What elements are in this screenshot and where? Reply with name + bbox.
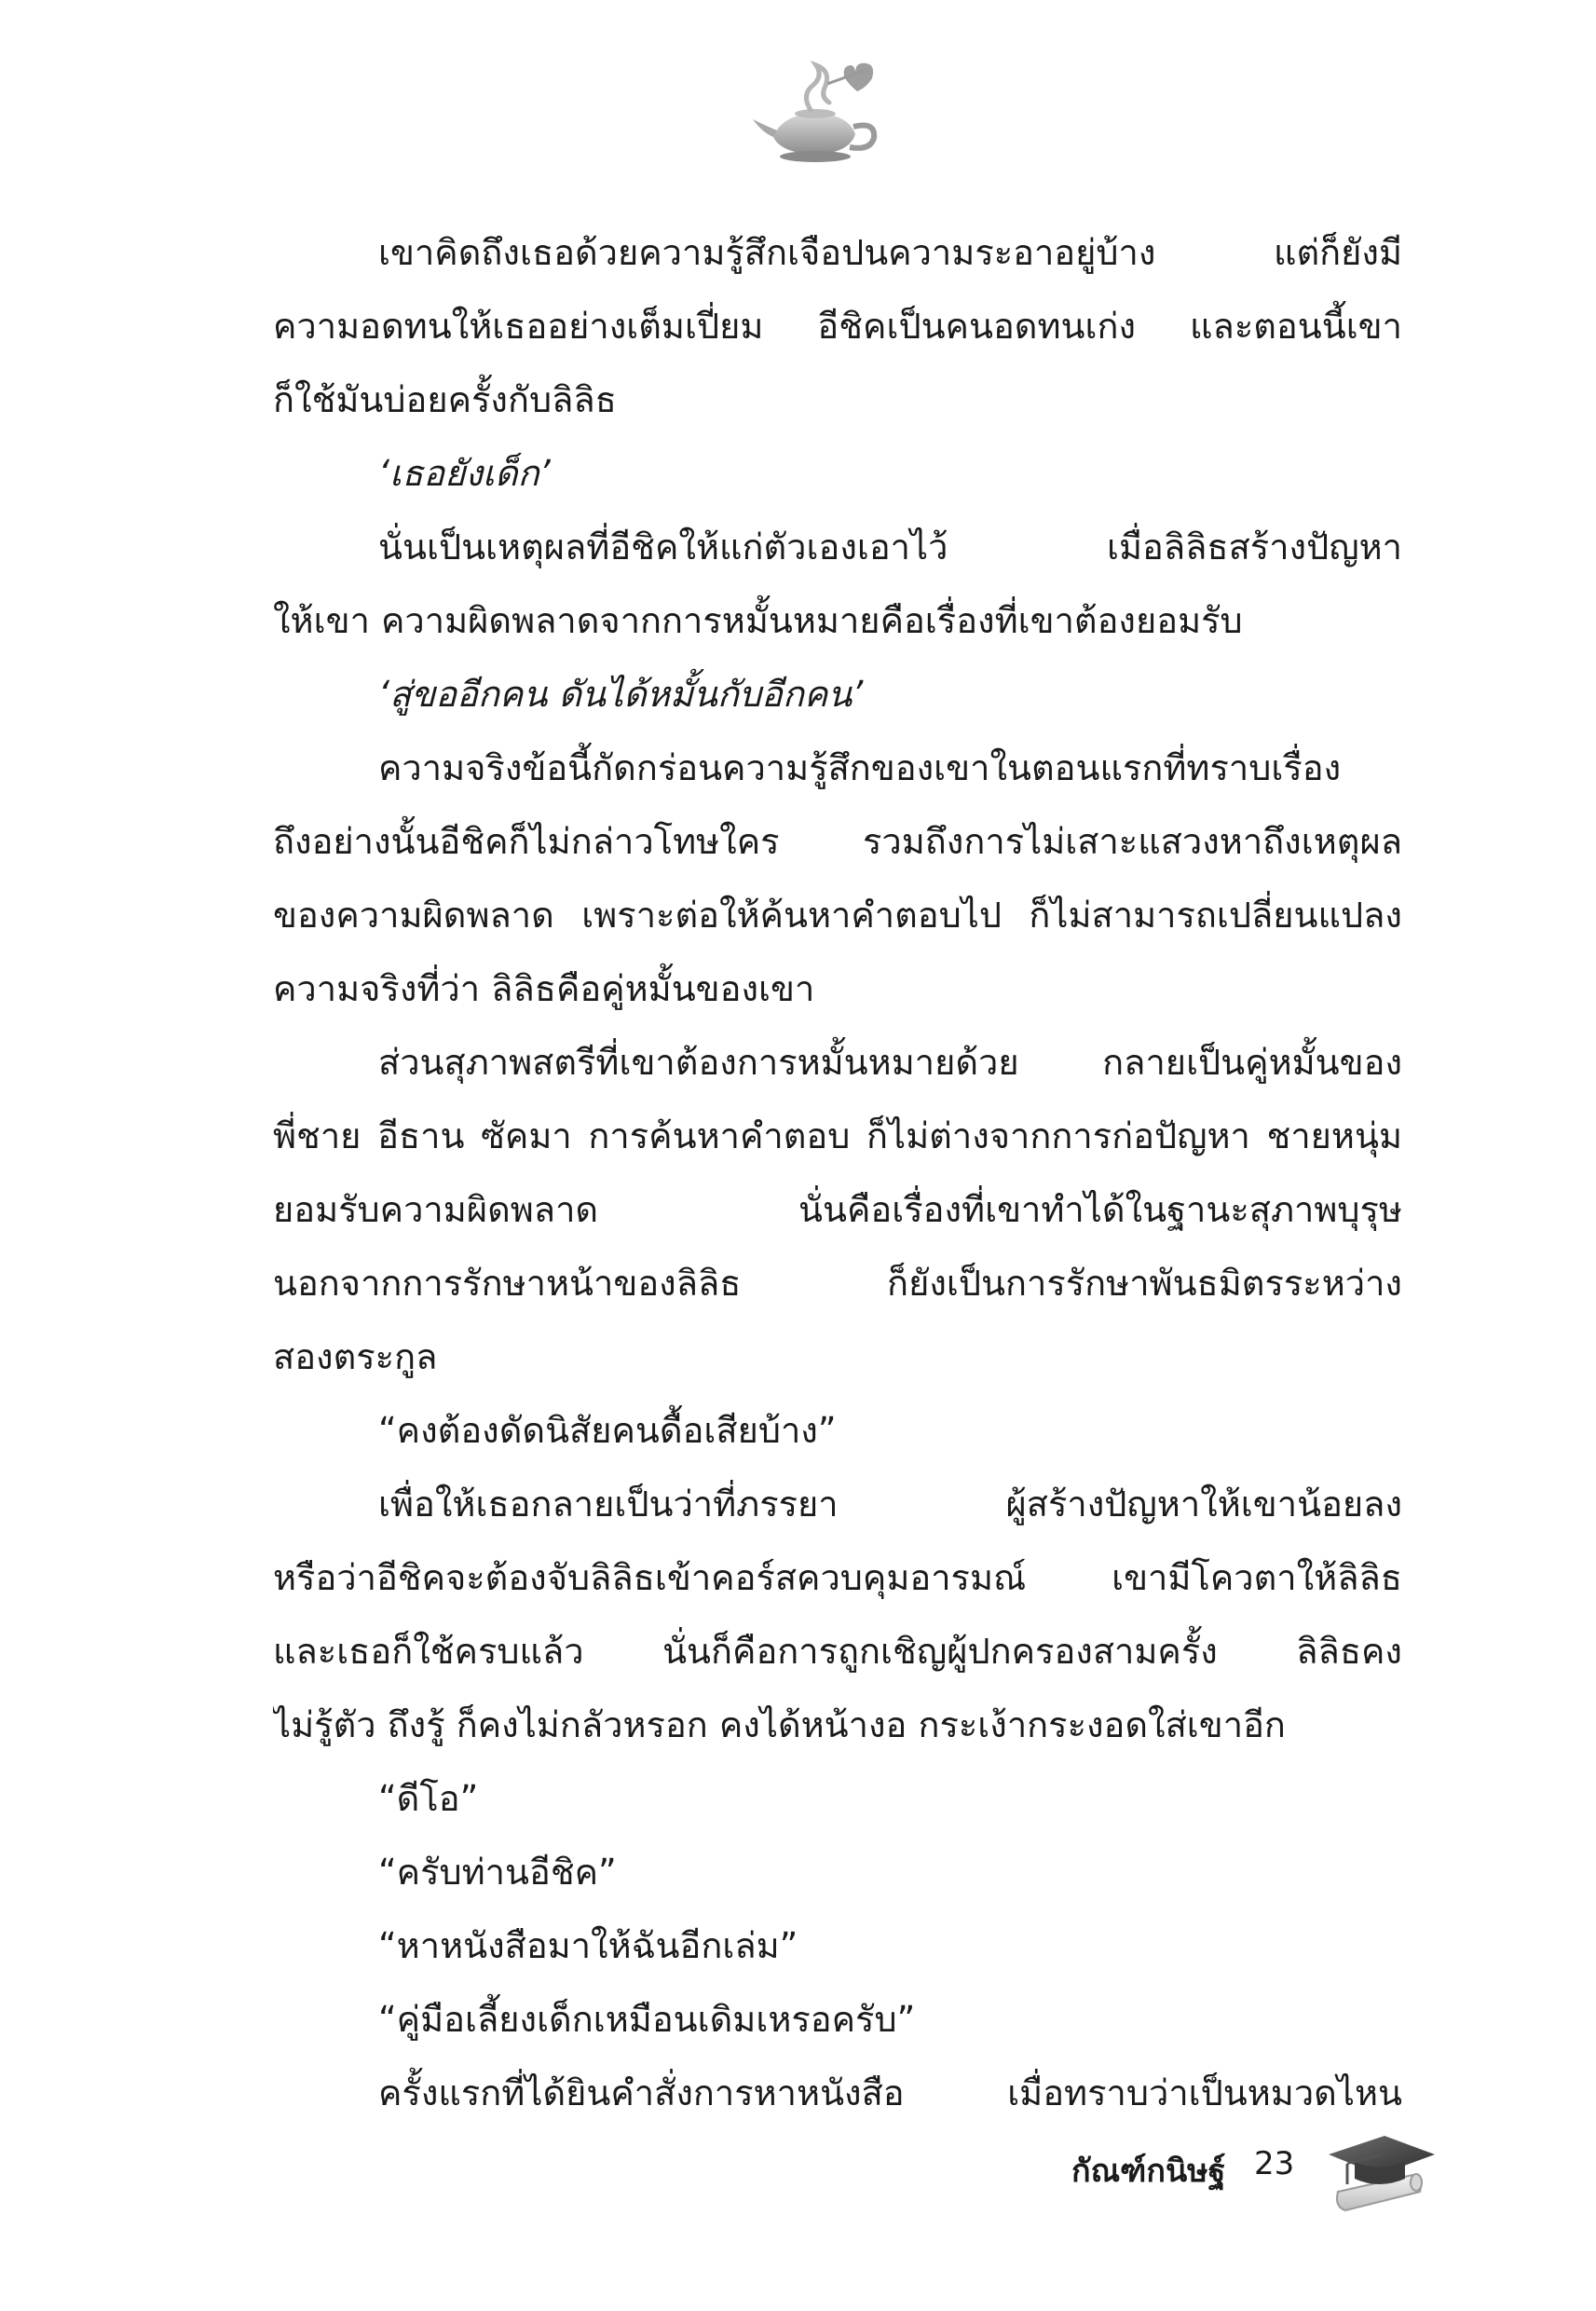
text-line: ไม่รู้ตัว ถึงรู้ ก็คงไม่กลัวหรอก คงได้หน้างอ กระเง้ากระงอดใส่เขาอีก [273,1704,1286,1745]
page-footer [1071,2134,1463,2208]
text-line: และเธอก็ใช้ครบแล้ว นั่นก็คือการถูกเชิญผู้ปกครองสามครั้ง ลิลิธคง [273,1631,1402,1672]
text-line: ถึงอย่างนั้นอีชิคก็ไม่กล่าวโทษใคร รวมถึงการไม่เสาะแสวงหาถึงเหตุผล [273,821,1402,862]
text-line: เขาคิดถึงเธอด้วยความรู้สึกเจือปนความระอาอยู่บ้าง แต่ก็ยังมี [378,232,1402,273]
text-line: ‘สู่ขออีกคน ดันได้หมั้นกับอีกคน’ [378,674,864,715]
body-text [273,216,1402,2130]
text-line: ‘เธอยังเด็ก’ [378,453,551,494]
text-line: “ดีโอ” [378,1778,479,1819]
text-line: หรือว่าอีชิคจะต้องจับลิลิธเข้าคอร์สควบคุมอารมณ์ เขามีโควตาให้ลิลิธ [273,1557,1402,1598]
text-line: “คู่มือเลี้ยงเด็กเหมือนเดิมเหรอครับ” [378,1999,916,2040]
text-line: นั่นเป็นเหตุผลที่อีชิคให้แก่ตัวเองเอาไว้ เมื่อลิลิธสร้างปัญหา [378,526,1402,567]
page-number: 23 [1254,2145,1295,2182]
graduation-cap-diploma-icon [1319,2126,1440,2220]
text-line: นอกจากการรักษาหน้าของลิลิธ ก็ยังเป็นการรักษาพันธมิตรระหว่าง [273,1263,1402,1304]
text-line: พี่ชาย อีธาน ซัคมา การค้นหาคำตอบ ก็ไม่ต่างจากการก่อปัญหา ชายหนุ่ม [273,1115,1402,1156]
text-line: “หาหนังสือมาให้ฉันอีกเล่ม” [378,1925,798,1966]
text-line: ส่วนสุภาพสตรีที่เขาต้องการหมั้นหมายด้วย กลายเป็นคู่หมั้นของ [378,1042,1402,1083]
text-line: เพื่อให้เธอกลายเป็นว่าที่ภรรยา ผู้สร้างปัญหาให้เขาน้อยลง [378,1484,1402,1525]
text-line: ก็ใช้มันบ่อยครั้งกับลิลิธ [273,379,617,420]
text-line: ความอดทนให้เธออย่างเต็มเปี่ยม อีชิคเป็นคนอดทนเก่ง และตอนนี้เขา [273,306,1402,347]
teapot-genie-lamp-icon [745,48,913,170]
text-line: “คงต้องดัดนิสัยคนดื้อเสียบ้าง” [378,1410,837,1451]
text-line: ครั้งแรกที่ได้ยินคำสั่งการหาหนังสือ เมื่อทราบว่าเป็นหมวดไหน [378,2072,1402,2113]
text-line: ให้เขา ความผิดพลาดจากการหมั้นหมายคือเรื่องที่เขาต้องยอมรับ [273,600,1243,641]
text-line: ของความผิดพลาด เพราะต่อให้ค้นหาคำตอบไป ก็ไม่สามารถเปลี่ยนแปลง [273,895,1402,936]
text-line: สองตระกูล [273,1336,438,1377]
text-line: ความจริงที่ว่า ลิลิธคือคู่หมั้นของเขา [273,968,815,1009]
book-title: กัณฑ์กนิษฐ์ [1071,2153,1226,2190]
text-line: ความจริงข้อนี้กัดกร่อนความรู้สึกของเขาในตอนแรกที่ทราบเรื่อง [378,747,1342,788]
text-line: ยอมรับความผิดพลาด นั่นคือเรื่องที่เขาทำได้ในฐานะสุภาพบุรุษ [273,1189,1402,1230]
text-line: “ครับท่านอีชิค” [378,1852,617,1893]
